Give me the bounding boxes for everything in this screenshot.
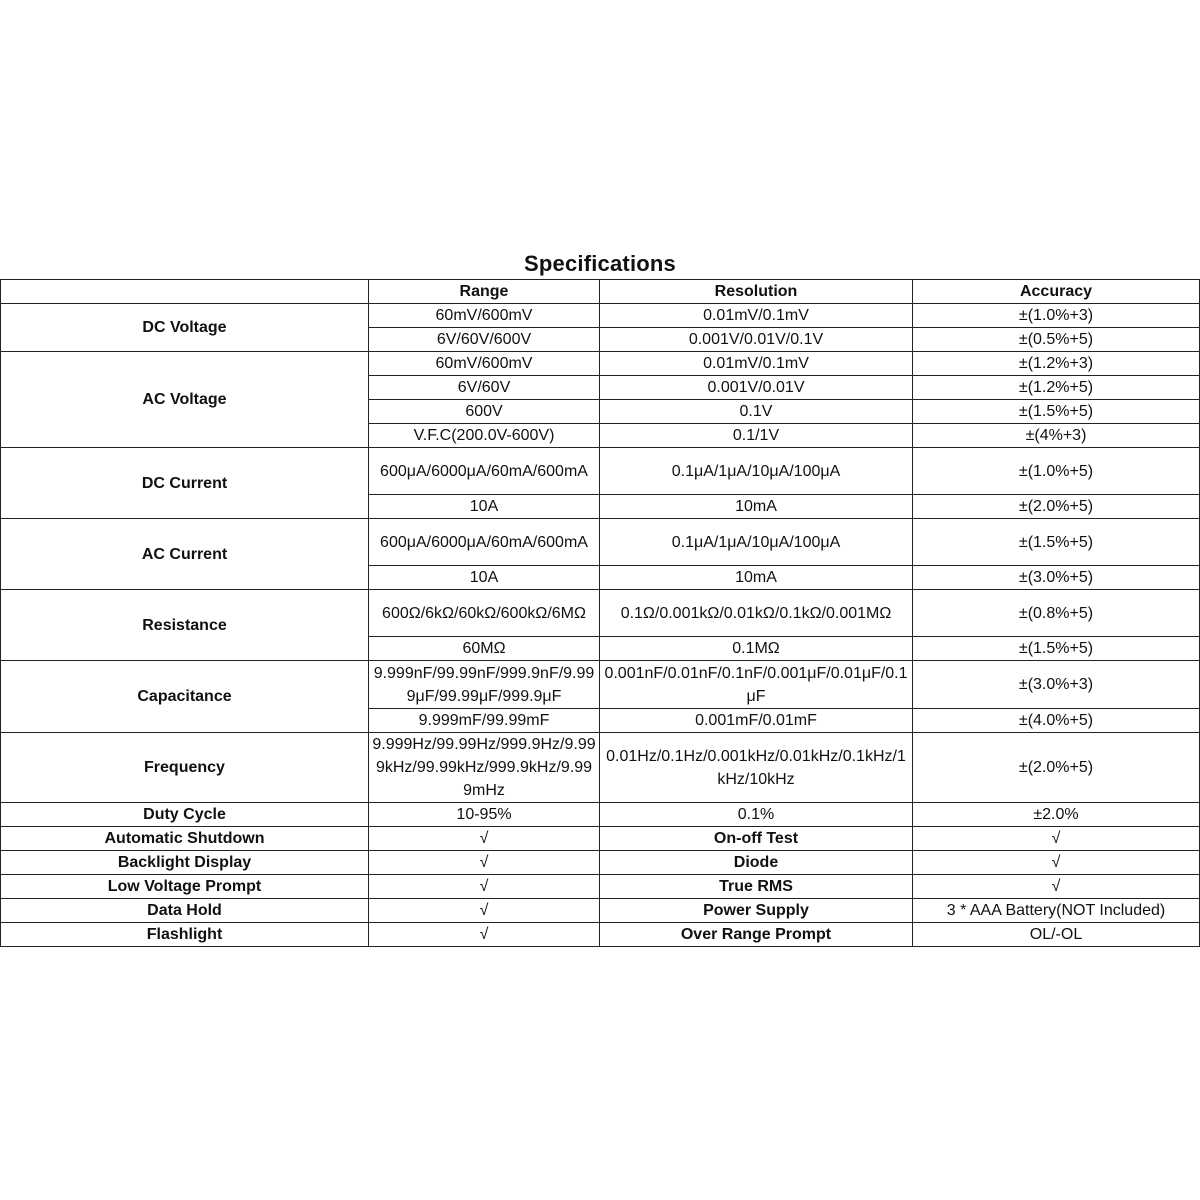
resolution-cell: 0.1%	[600, 803, 913, 827]
accuracy-cell: ±(1.5%+5)	[913, 400, 1200, 424]
range-cell: 10A	[369, 495, 600, 519]
resolution-cell: 0.1V	[600, 400, 913, 424]
table-row	[1, 733, 1200, 803]
resolution-cell: 0.001mF/0.01mF	[600, 709, 913, 733]
range-cell: V.F.C(200.0V-600V)	[369, 424, 600, 448]
range-cell: 9.999nF/99.99nF/999.9nF/9.999μF/99.99μF/999.9μF	[369, 661, 600, 709]
feature-check: √	[369, 899, 600, 923]
table-row	[1, 803, 1200, 827]
accuracy-cell: ±(1.5%+5)	[913, 519, 1200, 566]
feature-check: √	[369, 875, 600, 899]
feature-label: On-off Test	[600, 827, 913, 851]
header-resolution: Resolution	[600, 280, 913, 304]
measurement-label: AC Voltage	[1, 352, 369, 448]
feature-label: Power Supply	[600, 899, 913, 923]
accuracy-cell: ±(1.2%+5)	[913, 376, 1200, 400]
measurement-label: Duty Cycle	[1, 803, 369, 827]
feature-value: √	[913, 827, 1200, 851]
range-cell: 600V	[369, 400, 600, 424]
resolution-cell: 0.1Ω/0.001kΩ/0.01kΩ/0.1kΩ/0.001MΩ	[600, 590, 913, 637]
feature-value: √	[913, 851, 1200, 875]
table-row	[1, 590, 1200, 637]
accuracy-cell: ±(1.2%+3)	[913, 352, 1200, 376]
feature-value: 3 * AAA Battery(NOT Included)	[913, 899, 1200, 923]
accuracy-cell: ±(4%+3)	[913, 424, 1200, 448]
accuracy-cell: ±(1.5%+5)	[913, 637, 1200, 661]
resolution-cell: 0.01mV/0.1mV	[600, 304, 913, 328]
specifications-table	[0, 279, 1200, 947]
resolution-cell: 0.1/1V	[600, 424, 913, 448]
resolution-cell: 0.01Hz/0.1Hz/0.001kHz/0.01kHz/0.1kHz/1kHz/10kHz	[600, 733, 913, 803]
accuracy-cell: ±2.0%	[913, 803, 1200, 827]
feature-label: Over Range Prompt	[600, 923, 913, 947]
range-cell: 60mV/600mV	[369, 352, 600, 376]
accuracy-cell: ±(1.0%+3)	[913, 304, 1200, 328]
feature-row	[1, 899, 1200, 923]
resolution-cell: 0.1μA/1μA/10μA/100μA	[600, 519, 913, 566]
resolution-cell: 0.001nF/0.01nF/0.1nF/0.001μF/0.01μF/0.1μF	[600, 661, 913, 709]
feature-label: Backlight Display	[1, 851, 369, 875]
resolution-cell: 0.01mV/0.1mV	[600, 352, 913, 376]
table-row	[1, 661, 1200, 709]
measurement-label: DC Voltage	[1, 304, 369, 352]
accuracy-cell: ±(3.0%+5)	[913, 566, 1200, 590]
feature-label: Low Voltage Prompt	[1, 875, 369, 899]
feature-check: √	[369, 851, 600, 875]
feature-row	[1, 923, 1200, 947]
range-cell: 10A	[369, 566, 600, 590]
range-cell: 600μA/6000μA/60mA/600mA	[369, 519, 600, 566]
header-range: Range	[369, 280, 600, 304]
measurement-label: DC Current	[1, 448, 369, 519]
feature-label: Diode	[600, 851, 913, 875]
feature-label: Data Hold	[1, 899, 369, 923]
page-title: Specifications	[524, 251, 676, 276]
measurement-label: Frequency	[1, 733, 369, 803]
feature-value: OL/-OL	[913, 923, 1200, 947]
feature-check: √	[369, 923, 600, 947]
resolution-cell: 0.1μA/1μA/10μA/100μA	[600, 448, 913, 495]
feature-check: √	[369, 827, 600, 851]
resolution-cell: 0.001V/0.01V/0.1V	[600, 328, 913, 352]
feature-label: Automatic Shutdown	[1, 827, 369, 851]
table-row	[1, 519, 1200, 566]
range-cell: 6V/60V	[369, 376, 600, 400]
feature-value: √	[913, 875, 1200, 899]
accuracy-cell: ±(0.8%+5)	[913, 590, 1200, 637]
table-row	[1, 448, 1200, 495]
resolution-cell: 10mA	[600, 495, 913, 519]
accuracy-cell: ±(3.0%+3)	[913, 661, 1200, 709]
feature-row	[1, 827, 1200, 851]
accuracy-cell: ±(1.0%+5)	[913, 448, 1200, 495]
range-cell: 9.999Hz/99.99Hz/999.9Hz/9.999kHz/99.99kHz/999.9kHz/9.999mHz	[369, 733, 600, 803]
measurement-label: Resistance	[1, 590, 369, 661]
accuracy-cell: ±(0.5%+5)	[913, 328, 1200, 352]
feature-row	[1, 851, 1200, 875]
header-blank-cell	[1, 280, 369, 304]
accuracy-cell: ±(2.0%+5)	[913, 733, 1200, 803]
range-cell: 600Ω/6kΩ/60kΩ/600kΩ/6MΩ	[369, 590, 600, 637]
feature-label: True RMS	[600, 875, 913, 899]
table-header-row	[1, 280, 1200, 304]
range-cell: 9.999mF/99.99mF	[369, 709, 600, 733]
measurement-label: Capacitance	[1, 661, 369, 733]
feature-row	[1, 875, 1200, 899]
header-accuracy: Accuracy	[913, 280, 1200, 304]
resolution-cell: 0.001V/0.01V	[600, 376, 913, 400]
table-row	[1, 352, 1200, 376]
specifications-table-body	[1, 280, 1200, 947]
accuracy-cell: ±(2.0%+5)	[913, 495, 1200, 519]
range-cell: 6V/60V/600V	[369, 328, 600, 352]
measurement-label: AC Current	[1, 519, 369, 590]
feature-label: Flashlight	[1, 923, 369, 947]
range-cell: 60MΩ	[369, 637, 600, 661]
resolution-cell: 0.1MΩ	[600, 637, 913, 661]
table-row	[1, 304, 1200, 328]
resolution-cell: 10mA	[600, 566, 913, 590]
accuracy-cell: ±(4.0%+5)	[913, 709, 1200, 733]
range-cell: 60mV/600mV	[369, 304, 600, 328]
range-cell: 10-95%	[369, 803, 600, 827]
range-cell: 600μA/6000μA/60mA/600mA	[369, 448, 600, 495]
